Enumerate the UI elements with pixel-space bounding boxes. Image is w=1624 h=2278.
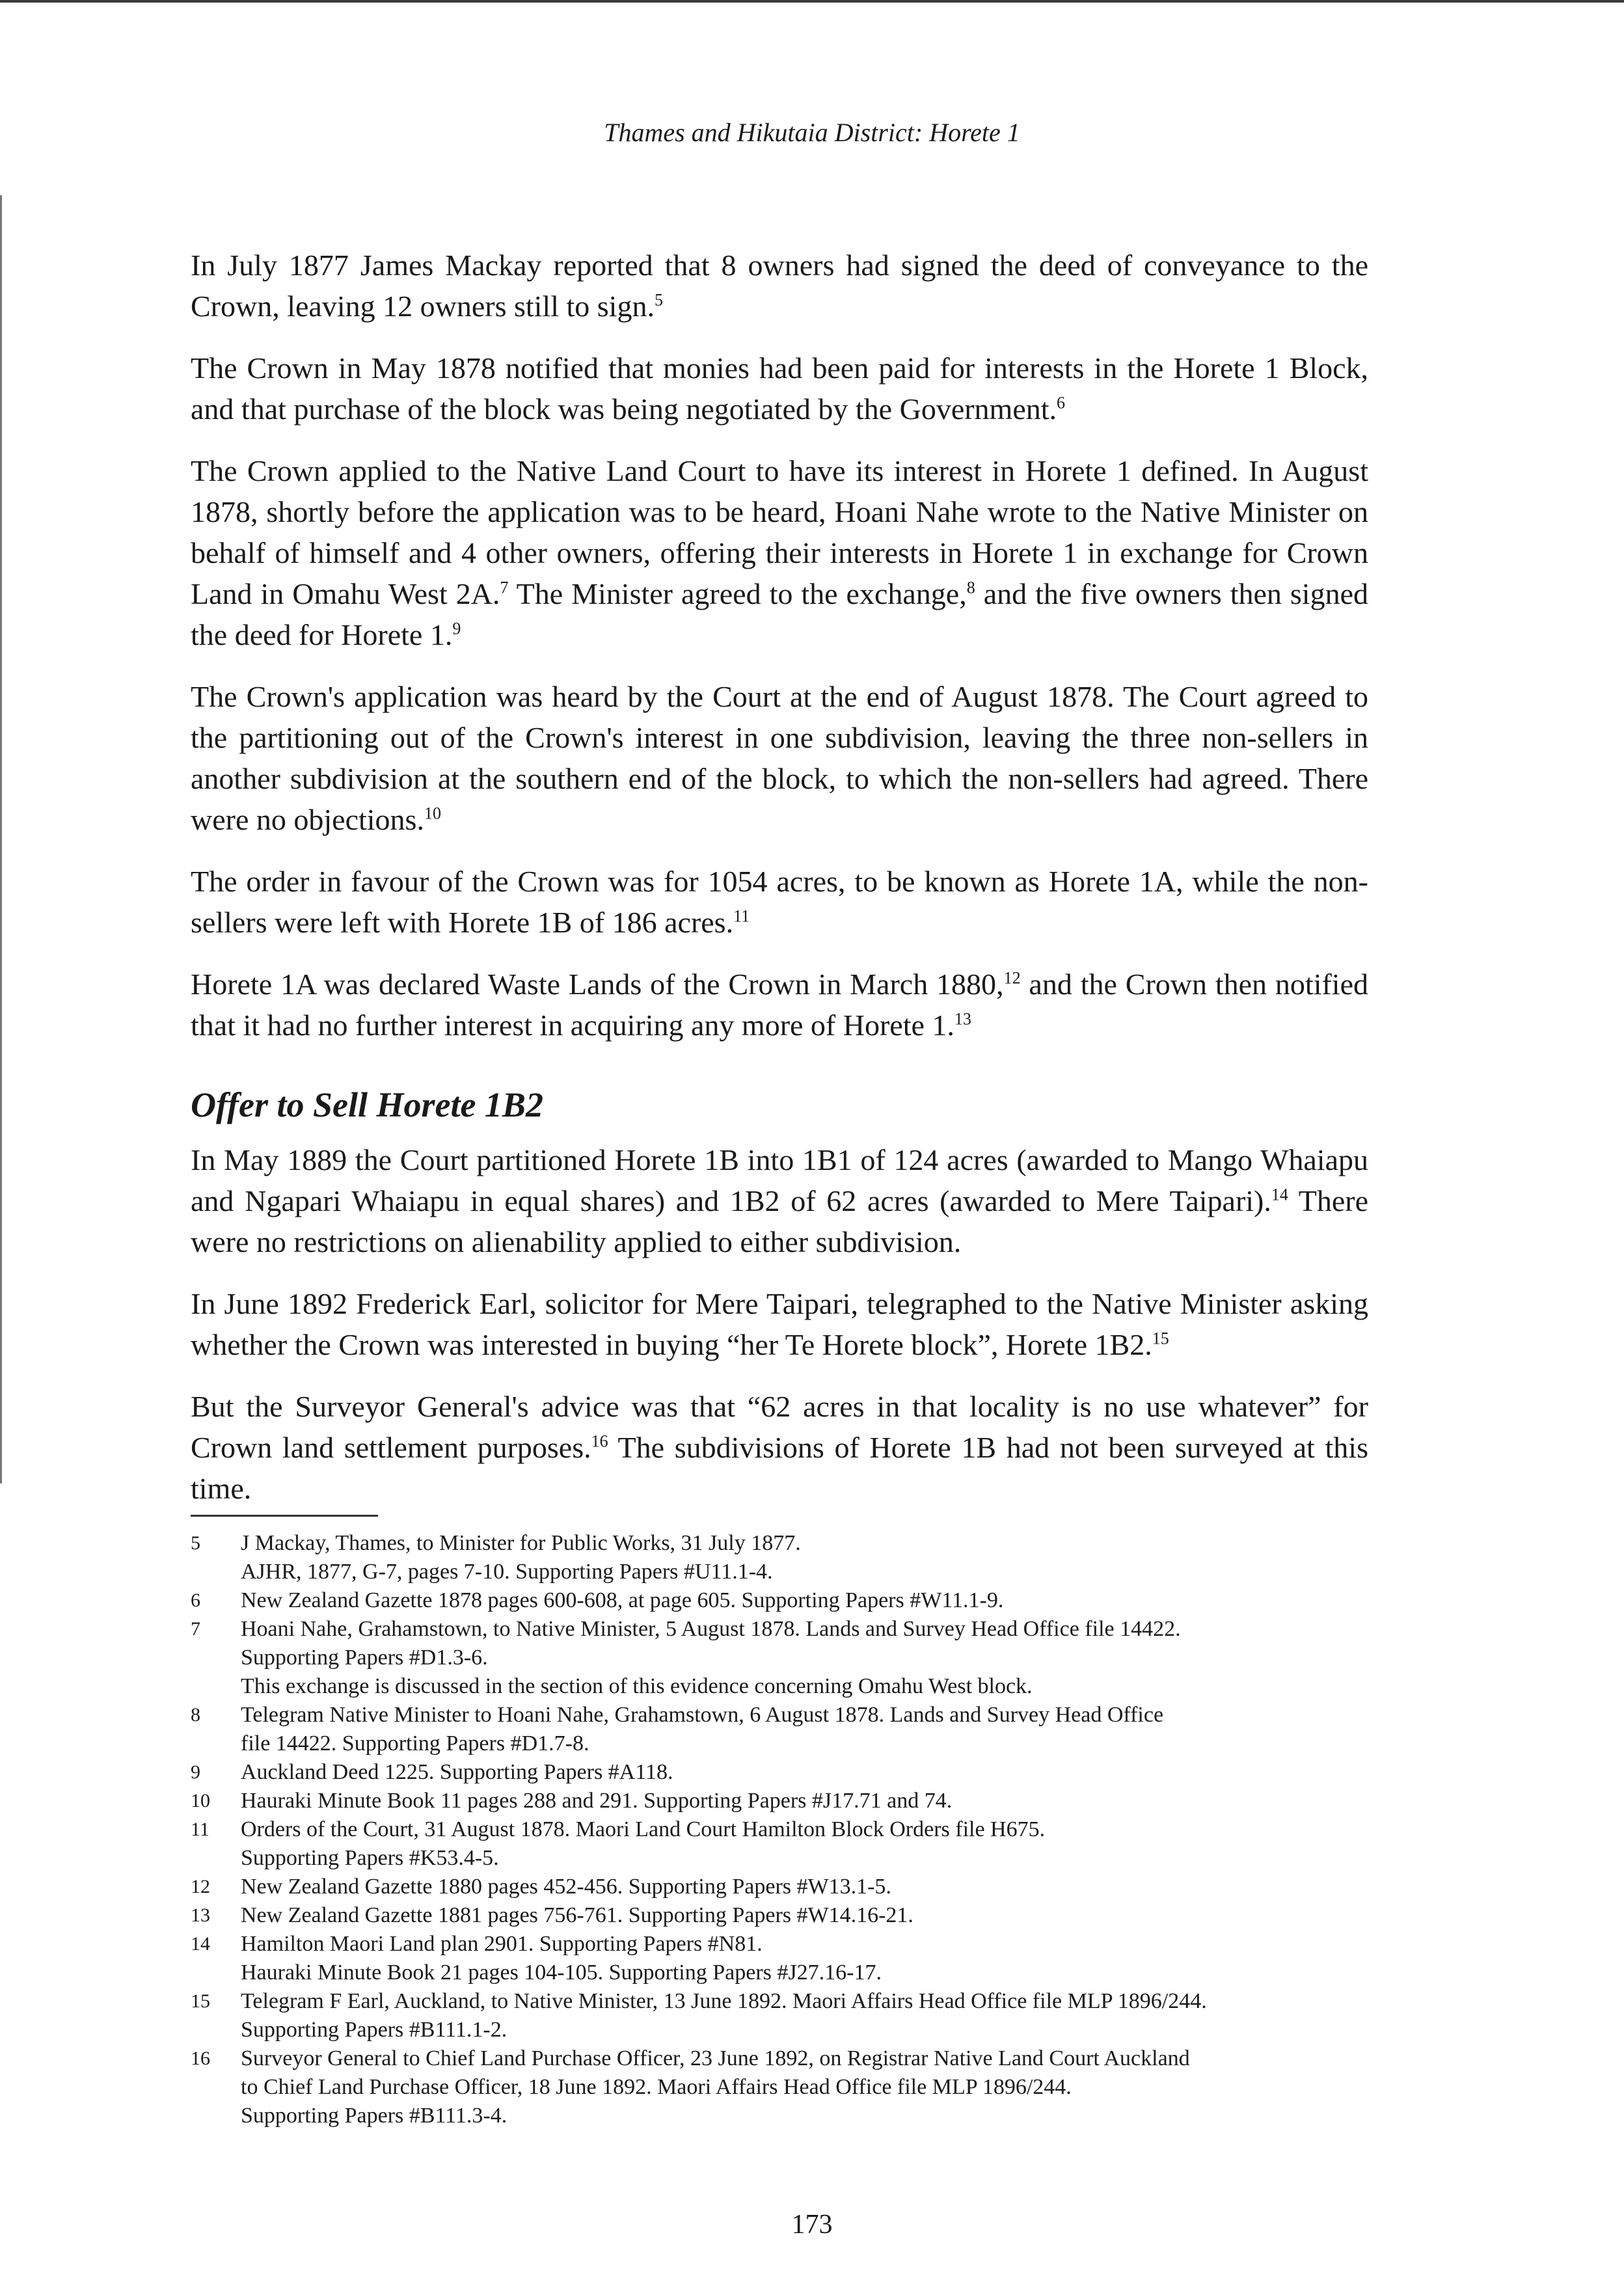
footnote-number: 8 — [191, 1704, 200, 1726]
footnote: 13 New Zealand Gazette 1881 pages 756-761. Supporting Papers #W14.16-21. — [191, 1901, 1368, 1930]
footnote-ref[interactable]: 8 — [966, 578, 975, 597]
footnote-ref[interactable]: 5 — [654, 290, 663, 310]
footnote-number: 15 — [191, 1990, 210, 2012]
paragraph: The Crown's application was heard by the Court at the end of August 1878. The Court agreed to the partitioning out of the Crown's interest in one subdivision, leaving the three non-sellers in another subdivision at the southern end of the block, to which the non-sellers had agreed. There were no objections.$^{10}$ — [191, 680, 1368, 836]
footnote: 12 New Zealand Gazette 1880 pages 452-456. Supporting Papers #W13.1-5. — [191, 1873, 1368, 1901]
footnote-number: 7 — [191, 1618, 200, 1640]
footnote-ref[interactable]: 7 — [500, 578, 509, 597]
footnote-ref[interactable]: 14 — [1271, 1185, 1288, 1204]
paragraph: In July 1877 James Mackay reported that 8 owners had signed the deed of conveyance to the Crown, leaving 12 owners still to sign.$^5$ — [191, 249, 1368, 323]
footnotes — [191, 1529, 1368, 2130]
footnote-separator — [191, 1515, 378, 1517]
running-head: Thames and Hikutaia District: Horete 1 — [604, 118, 1020, 147]
footnote-ref[interactable]: 16 — [591, 1431, 608, 1451]
paragraph: The Crown applied to the Native Land Court to have its interest in Horete 1 defined. In August 1878, shortly before the application was to be heard, Hoani Nahe wrote to the Native Minister on behalf of himself and 4 other owners, offering their interests in Horete 1 in exchange for Crown Land in Omahu West 2A.$^7$ The Minister agreed to the exchange,$^8$ and the five owners then signed the deed for Horete 1.$^9$ — [191, 454, 1368, 651]
page-number: 173 — [791, 2210, 833, 2240]
paragraph: The order in favour of the Crown was for 1054 acres, to be known as Horete 1A, while the non-sellers were left with Horete 1B of 186 acres.$^{11}$ — [191, 865, 1368, 939]
footnote-number: 13 — [191, 1905, 210, 1926]
footnote: 5 J Mackay, Thames, to Minister for Public Works, 31 July 1877. AJHR, 1877, G-7, pages 7-10. Supporting Papers #U11.1-4. — [191, 1529, 1368, 1586]
footnote: 14 Hamilton Maori Land plan 2901. Supporting Papers #N81. Hauraki Minute Book 21 pages 104-105. Supporting Papers #J27.16-17. — [191, 1930, 1368, 1987]
footnote-ref[interactable]: 13 — [954, 1009, 971, 1029]
footnote-number: 6 — [191, 1590, 200, 1611]
body-text — [191, 245, 1368, 1530]
section-heading: Offer to Sell Horete 1B2 — [191, 1085, 543, 1124]
paragraph: In May 1889 the Court partitioned Horete 1B into 1B1 of 124 acres (awarded to Mango Whaiapu and Ngapari Whaiapu in equal shares) and 1B2 of 62 acres (awarded to Mere Taipari).$^{14}$ There were no restrictions on alienability applied to either subdivision. — [191, 1143, 1368, 1258]
top-rule — [0, 0, 1624, 3]
footnote-number: 14 — [191, 1933, 210, 1955]
footnote-ref[interactable]: 6 — [1057, 393, 1066, 413]
footnote: 8 Telegram Native Minister to Hoani Nahe, Grahamstown, 6 August 1878. Lands and Survey Head Office file 14422. Supporting Papers #D1.7-8. — [191, 1701, 1368, 1758]
footnote: 6 New Zealand Gazette 1878 pages 600-608, at page 605. Supporting Papers #W11.1-9. — [191, 1586, 1368, 1615]
footnote: 15 Telegram F Earl, Auckland, to Native Minister, 13 June 1892. Maori Affairs Head Office file MLP 1896/244. Supporting Papers #B111.1-2. — [191, 1987, 1368, 2044]
paragraph: In June 1892 Frederick Earl, solicitor for Mere Taipari, telegraphed to the Native Minister asking whether the Crown was interested in buying “her Te Horete block”, Horete 1B2.15 — [191, 1287, 1368, 1361]
paragraph: Horete 1A was declared Waste Lands of the Crown in March 1880,12 and the Crown then notified that it had no further interest in acquiring any more of Horete 1.13 — [191, 968, 1368, 1042]
footnote: 16 Surveyor General to Chief Land Purchase Officer, 23 June 1892, on Registrar Native Land Court Auckland to Chief Land Purchase Officer, 18 June 1892. Maori Affairs Head Office file MLP 1896/244. Supporting Papers #B111.3-4. — [191, 2044, 1368, 2130]
footnote-number: 16 — [191, 2048, 210, 2069]
footnote: 7 Hoani Nahe, Grahamstown, to Native Minister, 5 August 1878. Lands and Survey Head Office file 14422. Supporting Papers #D1.3-6. This exchange is discussed in the section of this evidence concerning Omahu West block. — [191, 1615, 1368, 1701]
left-margin-mark — [0, 195, 2, 1484]
footnote: 9 Auckland Deed 1225. Supporting Papers #A118. — [191, 1758, 1368, 1787]
footnote-number: 10 — [191, 1790, 210, 1811]
footnote: 11 Orders of the Court, 31 August 1878. Maori Land Court Hamilton Block Orders file H675. Supporting Papers #K53.4-5. — [191, 1815, 1368, 1873]
footnote-ref[interactable]: 9 — [452, 619, 461, 638]
footnote-ref[interactable]: 11 — [733, 906, 750, 926]
footnote-ref[interactable]: 10 — [424, 804, 441, 823]
footnote-number: 11 — [191, 1819, 210, 1840]
footnote: 10 Hauraki Minute Book 11 pages 288 and 291. Supporting Papers #J17.71 and 74. — [191, 1787, 1368, 1815]
footnote-ref[interactable]: 15 — [1152, 1329, 1169, 1348]
paragraph: But the Surveyor General's advice was that “62 acres in that locality is no use whatever” for Crown land settlement purposes.$^{16}$ The subdivisions of Horete 1B had not been surveyed at this time. — [191, 1390, 1368, 1505]
footnote-number: 12 — [191, 1876, 210, 1897]
footnote-number: 5 — [191, 1532, 200, 1554]
footnote-number: 9 — [191, 1761, 200, 1783]
footnote-ref[interactable]: 12 — [1003, 968, 1021, 988]
paragraph: The Crown in May 1878 notified that monies had been paid for interests in the Horete 1 Block, and that purchase of the block was being negotiated by the Government.$^6$ — [191, 351, 1368, 426]
